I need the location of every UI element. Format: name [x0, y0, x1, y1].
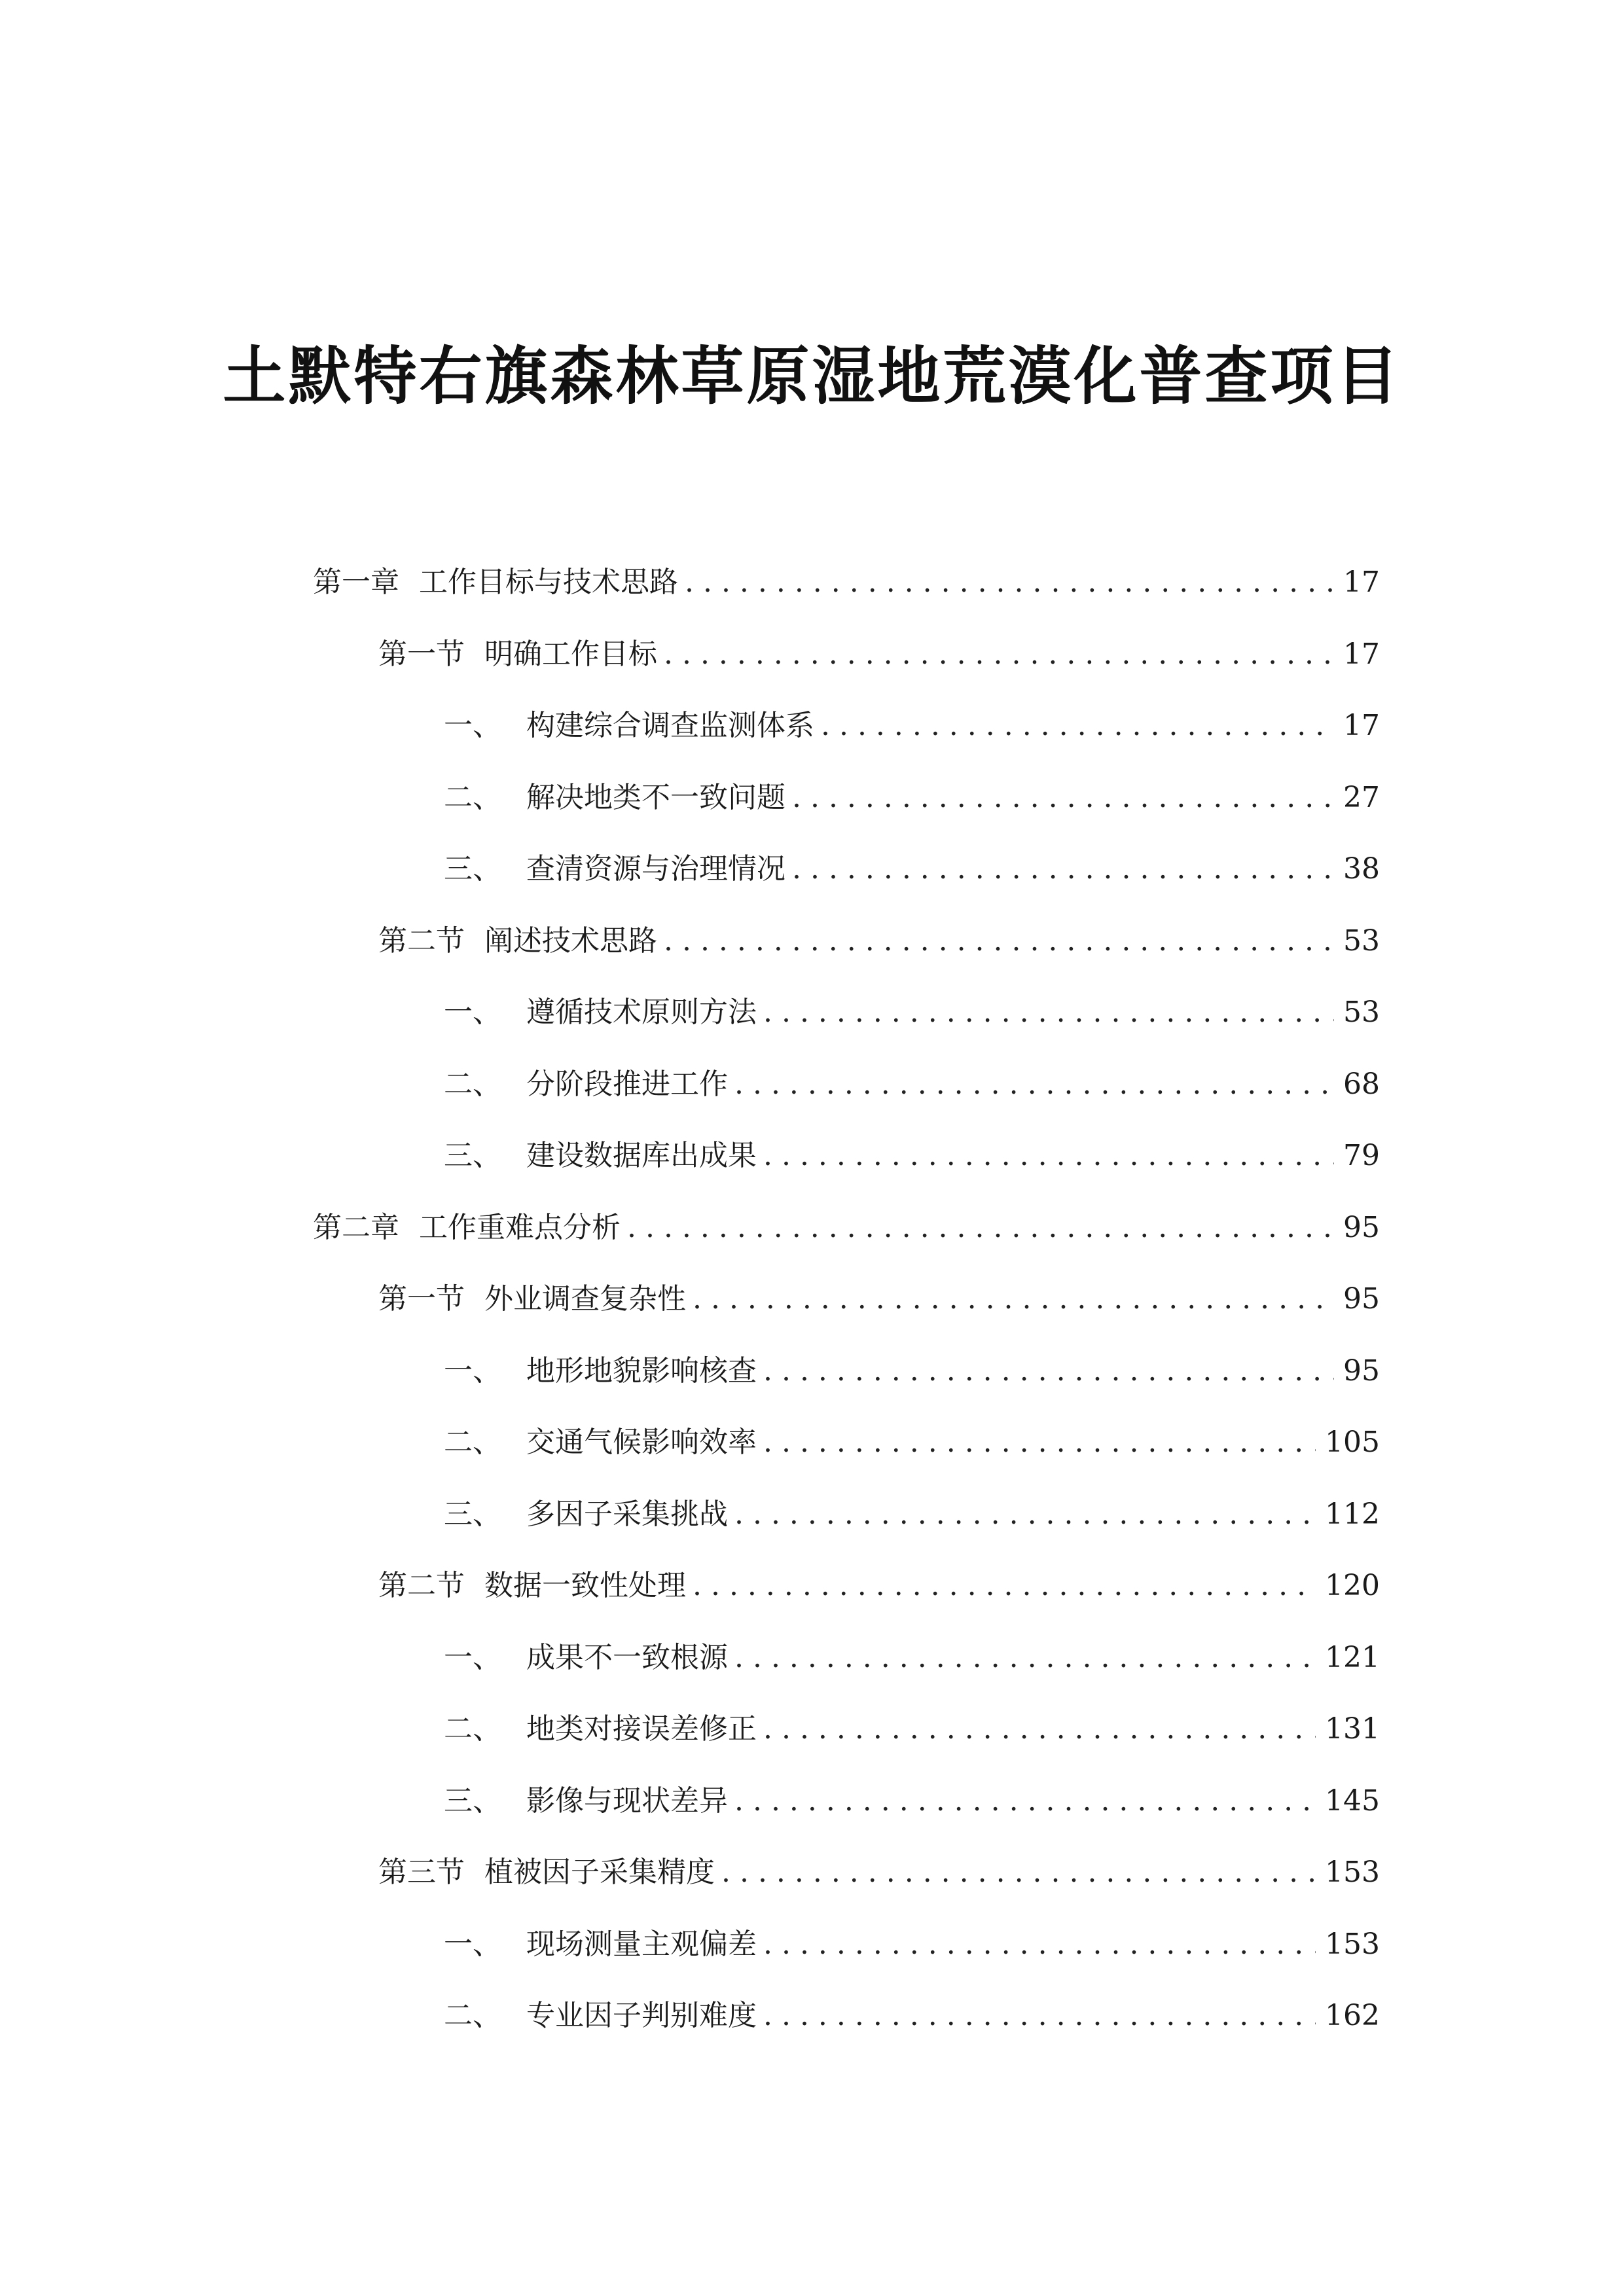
toc-entry[interactable] — [444, 768, 1380, 827]
toc-entry-page-number: 153 — [1325, 1927, 1380, 1961]
toc-dot-leader — [763, 1413, 1316, 1472]
toc-entry-page-number: 17 — [1343, 565, 1380, 599]
toc-entry-number: 一、 — [444, 1354, 501, 1388]
toc-entry-number: 第二章 — [313, 1210, 399, 1244]
toc-entry[interactable] — [444, 1628, 1380, 1687]
toc-entry-number: 第三节 — [378, 1856, 465, 1889]
toc-dot-leader — [693, 1556, 1316, 1615]
toc-entry-label: 外业调查复杂性 — [484, 1282, 686, 1316]
toc-dot-leader — [734, 1055, 1334, 1114]
toc-entry[interactable] — [444, 1126, 1380, 1185]
toc-entry-page-number: 95 — [1343, 1354, 1380, 1388]
toc-entry-label: 工作目标与技术思路 — [419, 565, 678, 599]
toc-dot-leader — [734, 1628, 1316, 1687]
toc-entry-label: 分阶段推进工作 — [526, 1067, 728, 1101]
toc-entry-label: 明确工作目标 — [484, 637, 657, 671]
toc-entry-label: 影像与现状差异 — [526, 1784, 728, 1818]
toc-entry[interactable] — [444, 1915, 1380, 1974]
toc-entry-number: 二、 — [444, 1712, 501, 1746]
toc-entry-label: 交通气候影响效率 — [526, 1426, 757, 1459]
toc-dot-leader — [763, 983, 1334, 1042]
toc-entry-number: 二、 — [444, 1426, 501, 1459]
toc-entry-number: 第二节 — [378, 1569, 465, 1602]
toc-entry-label: 植被因子采集精度 — [484, 1856, 715, 1889]
toc-entry-number: 一、 — [444, 1640, 501, 1674]
toc-entry-page-number: 162 — [1325, 1999, 1380, 2032]
toc-entry-label: 地类对接误差修正 — [526, 1712, 757, 1746]
toc-entry[interactable] — [444, 1772, 1380, 1831]
toc-entry-page-number: 95 — [1343, 1282, 1380, 1316]
toc-entry[interactable] — [444, 1485, 1380, 1544]
toc-entry-number: 第一节 — [378, 1282, 465, 1316]
toc-entry-number: 二、 — [444, 1067, 501, 1101]
toc-entry-page-number: 17 — [1343, 637, 1380, 671]
toc-entry-label: 专业因子判别难度 — [526, 1999, 757, 2032]
toc-entry-number: 一、 — [444, 1927, 501, 1961]
toc-dot-leader — [693, 1270, 1334, 1329]
toc-entry[interactable] — [378, 625, 1380, 684]
toc-dot-leader — [763, 1342, 1334, 1401]
toc-entry-page-number: 112 — [1325, 1497, 1380, 1531]
toc-entry[interactable] — [444, 1413, 1380, 1472]
toc-entry-number: 二、 — [444, 780, 501, 814]
toc-entry-page-number: 27 — [1343, 780, 1380, 814]
toc-entry[interactable] — [444, 840, 1380, 899]
toc-entry[interactable] — [313, 1198, 1380, 1257]
toc-dot-leader — [763, 1700, 1316, 1759]
toc-entry[interactable] — [444, 1342, 1380, 1401]
toc-dot-leader — [664, 912, 1334, 971]
toc-dot-leader — [763, 1915, 1316, 1974]
toc-entry-label: 地形地貌影响核查 — [526, 1354, 757, 1388]
toc-entry-page-number: 120 — [1325, 1569, 1380, 1602]
toc-entry-page-number: 131 — [1325, 1712, 1380, 1746]
toc-entry[interactable] — [378, 1556, 1380, 1615]
toc-dot-leader — [734, 1772, 1316, 1831]
toc-entry[interactable] — [444, 983, 1380, 1042]
toc-dot-leader — [821, 696, 1334, 755]
toc-entry-page-number: 79 — [1343, 1139, 1380, 1172]
toc-entry[interactable] — [378, 912, 1380, 971]
toc-entry-page-number: 145 — [1325, 1784, 1380, 1818]
toc-entry-number: 三、 — [444, 1784, 501, 1818]
toc-entry[interactable] — [378, 1270, 1380, 1329]
toc-entry-number: 二、 — [444, 1999, 501, 2032]
toc-entry-page-number: 105 — [1325, 1426, 1380, 1459]
toc-entry-number: 一、 — [444, 709, 501, 742]
toc-entry-label: 遵循技术原则方法 — [526, 996, 757, 1029]
toc-dot-leader — [627, 1198, 1334, 1257]
page-title: 土默特右旗森林草原湿地荒漠化普查项目 — [223, 339, 1401, 413]
toc-dot-leader — [664, 625, 1334, 684]
toc-entry-label: 查清资源与治理情况 — [526, 852, 785, 886]
toc-entry-label: 建设数据库出成果 — [526, 1139, 757, 1172]
toc-entry-page-number: 17 — [1343, 709, 1380, 742]
toc-entry-number: 三、 — [444, 852, 501, 886]
toc-entry-label: 阐述技术思路 — [484, 924, 657, 958]
toc-entry-number: 一、 — [444, 996, 501, 1029]
toc-entry-number: 三、 — [444, 1497, 501, 1531]
toc-entry-page-number: 53 — [1343, 996, 1380, 1029]
toc-entry-page-number: 153 — [1325, 1856, 1380, 1889]
toc-entry-page-number: 68 — [1343, 1067, 1380, 1101]
toc-entry-label: 数据一致性处理 — [484, 1569, 686, 1602]
toc-entry-page-number: 95 — [1343, 1210, 1380, 1244]
toc-entry-label: 多因子采集挑战 — [526, 1497, 728, 1531]
toc-dot-leader — [792, 768, 1334, 827]
toc-entry-label: 工作重难点分析 — [419, 1210, 621, 1244]
toc-entry-number: 三、 — [444, 1139, 501, 1172]
toc-entry-page-number: 121 — [1325, 1640, 1380, 1674]
toc-entry-page-number: 53 — [1343, 924, 1380, 958]
toc-entry[interactable] — [444, 1055, 1380, 1114]
toc-entry-number: 第二节 — [378, 924, 465, 958]
toc-entry-number: 第一章 — [313, 565, 399, 599]
toc-dot-leader — [763, 1986, 1316, 2045]
toc-entry-label: 解决地类不一致问题 — [526, 780, 785, 814]
toc-entry[interactable] — [378, 1843, 1380, 1902]
toc-entry[interactable] — [444, 1986, 1380, 2045]
toc-entry-label: 构建综合调查监测体系 — [526, 709, 814, 742]
toc-entry[interactable] — [313, 553, 1380, 612]
toc-dot-leader — [763, 1126, 1334, 1185]
toc-entry[interactable] — [444, 696, 1380, 755]
toc-entry[interactable] — [444, 1700, 1380, 1759]
toc-entry-page-number: 38 — [1343, 852, 1380, 886]
toc-entry-label: 成果不一致根源 — [526, 1640, 728, 1674]
toc-dot-leader — [734, 1485, 1316, 1544]
toc-entry-number: 第一节 — [378, 637, 465, 671]
toc-dot-leader — [721, 1843, 1316, 1902]
toc-entry-label: 现场测量主观偏差 — [526, 1927, 757, 1961]
toc-dot-leader — [792, 840, 1334, 899]
toc-dot-leader — [685, 553, 1334, 612]
